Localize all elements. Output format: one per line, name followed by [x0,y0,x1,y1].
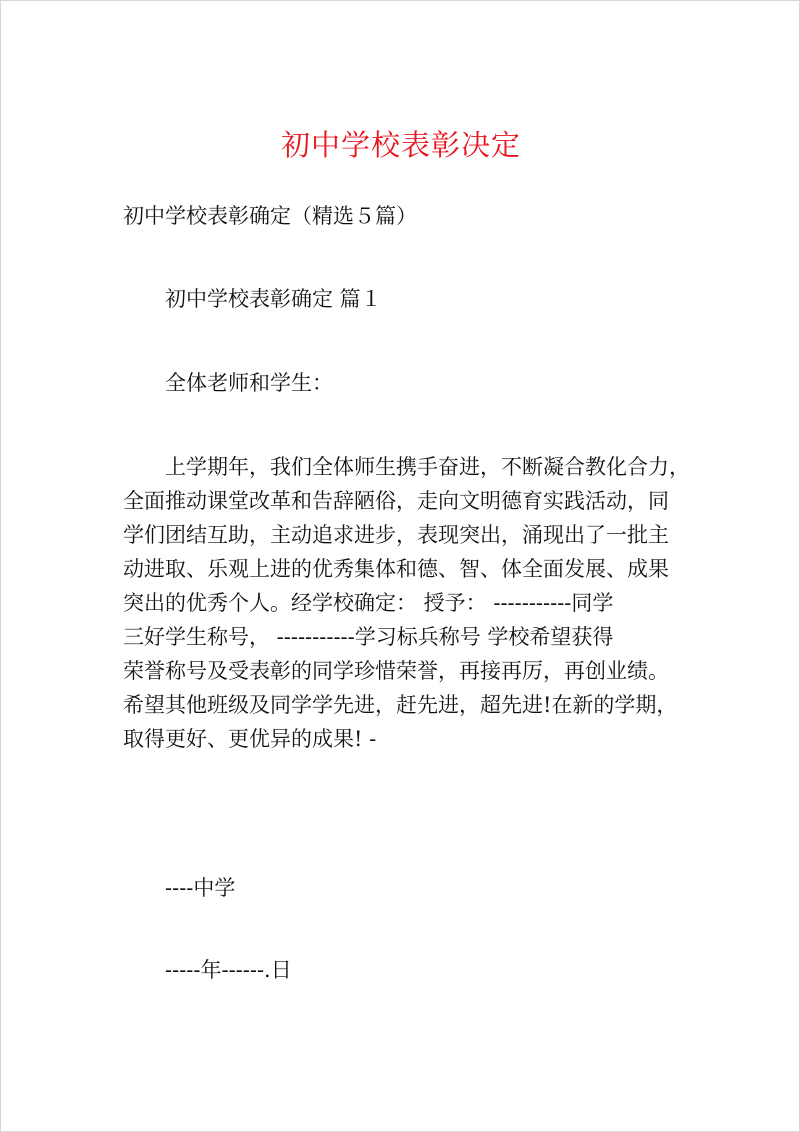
body-line: 取得更好、更优异的成果! - [123,727,377,751]
body-line: 希望其他班级及同学学先进，赶先进，超先进!在新的学期， [123,693,678,717]
document-title: 初中学校表彰决定 [280,128,521,162]
body-line: 上学期年，我们全体师生携手奋进，不断凝合教化合力， [165,455,690,479]
body-line: 学们团结互助，主动追求进步，表现突出，涌现出了一批主 [123,523,669,547]
section-heading: 初中学校表彰确定 篇１ [165,287,382,311]
body-line: 动进取、乐观上进的优秀集体和德、智、体全面发展、成果 [123,557,669,581]
body-line: 突出的优秀个人。经学校确定： 授予： -----------同学 [123,591,614,615]
salutation: 全体老师和学生： [165,371,333,395]
body-line: 荣誉称号及受表彰的同学珍惜荣誉，再接再厉，再创业绩。 [123,659,669,683]
signature-school: ----中学 [165,876,236,900]
body-paragraph [123,450,693,756]
body-line: 全面推动课堂改革和告辞陋俗，走向文明德育实践活动，同 [123,489,669,513]
body-line: 三好学生称号， -----------学习标兵称号 学校希望获得 [123,625,614,649]
document-subtitle: 初中学校表彰确定（精选５篇） [123,204,417,228]
signature-date: -----年------.日 [165,958,292,982]
